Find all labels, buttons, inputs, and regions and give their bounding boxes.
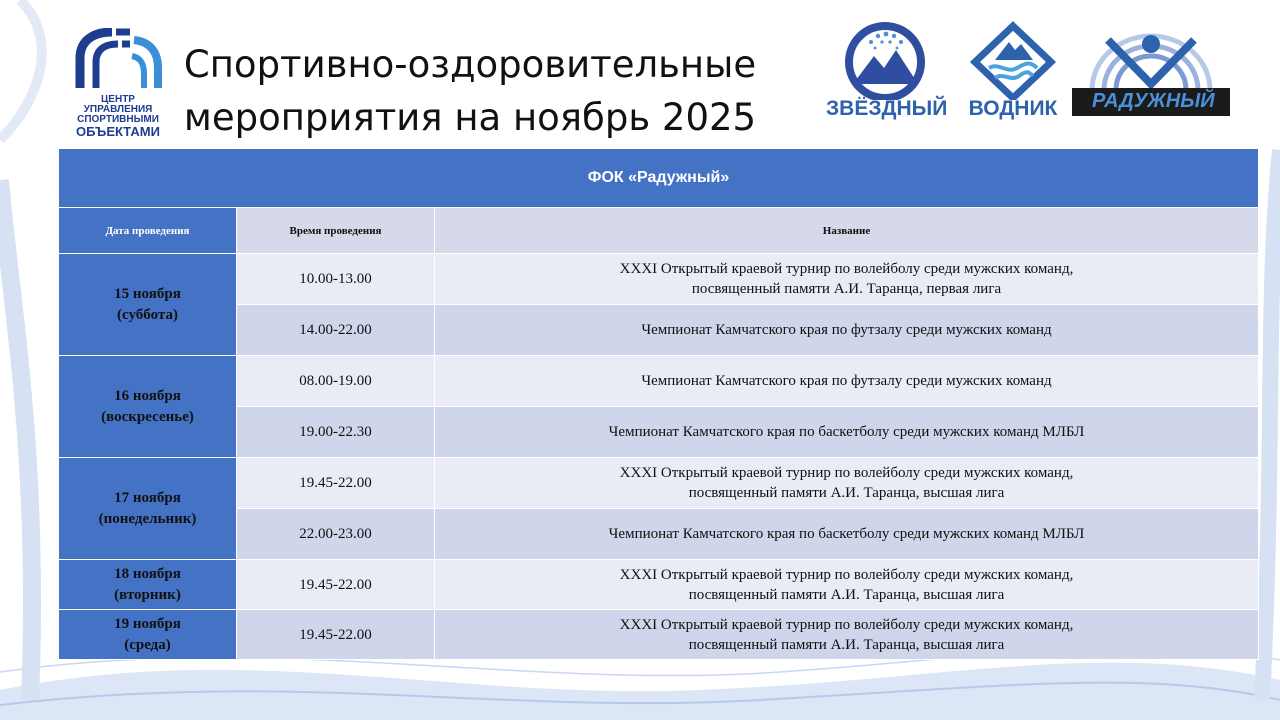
date-cell xyxy=(59,254,237,356)
date-cell xyxy=(59,560,237,610)
weekday-label: (вторник) xyxy=(114,586,181,603)
weekday-label: (понедельник) xyxy=(98,510,197,527)
time-cell: 22.00-23.00 xyxy=(237,509,435,560)
time-cell: 19.45-22.00 xyxy=(237,560,435,610)
column-header-time: Время проведения xyxy=(237,208,435,254)
date-cell xyxy=(59,356,237,458)
table-row xyxy=(59,458,1259,509)
table-row xyxy=(59,509,1259,560)
event-name-line1: XXXI Открытый краевой турнир по волейболу среди мужских команд, xyxy=(619,566,1074,583)
event-name-cell: Чемпионат Камчатского края по баскетболу среди мужских команд МЛБЛ xyxy=(435,407,1259,458)
date-label: 16 ноября xyxy=(114,387,181,404)
event-name-line2: посвященный памяти А.И. Таранца, высшая лига xyxy=(688,586,1005,603)
vodnik-label: ВОДНИК xyxy=(968,97,1058,120)
column-header-date: Дата проведения xyxy=(59,208,237,254)
raduzhny-label: РАДУЖНЫЙ xyxy=(1092,90,1215,112)
time-cell: 19.00-22.30 xyxy=(237,407,435,458)
event-name-cell xyxy=(435,560,1259,610)
event-name-cell xyxy=(435,458,1259,509)
weekday-label: (среда) xyxy=(124,636,171,653)
table-row xyxy=(59,610,1259,660)
event-name-line2: посвященный памяти А.И. Таранца, высшая лига xyxy=(688,636,1005,653)
time-cell: 19.45-22.00 xyxy=(237,458,435,509)
center-logo-line2: СПОРТИВНЫМИ xyxy=(77,114,159,125)
event-name-cell xyxy=(435,254,1259,305)
mountain-stars-icon xyxy=(826,20,944,100)
event-name-line1: XXXI Открытый краевой турнир по волейболу среди мужских команд, xyxy=(619,465,1074,481)
event-name-cell: Чемпионат Камчатского края по футзалу среди мужских команд xyxy=(435,356,1259,407)
date-label: 19 ноября xyxy=(114,615,181,632)
event-name-line2: посвященный памяти А.И. Таранца, первая лига xyxy=(691,281,1002,297)
weekday-label: (суббота) xyxy=(117,306,178,323)
event-name-line1: XXXI Открытый краевой турнир по волейболу среди мужских команд, xyxy=(619,261,1074,277)
center-logo-line3: ОБЪЕКТАМИ xyxy=(76,124,160,139)
schedule-table xyxy=(58,148,1258,671)
venue-header: ФОК «Радужный» xyxy=(59,149,1259,208)
table-row xyxy=(59,407,1259,458)
center-logo-line1: ЦЕНТР УПРАВЛЕНИЯ xyxy=(83,94,153,115)
vodnik-logo xyxy=(965,20,1061,125)
event-name-line2: посвященный памяти А.И. Таранца, высшая лига xyxy=(688,485,1005,501)
zvezdny-label: ЗВЁЗДНЫЙ xyxy=(826,97,948,120)
raduzhny-logo xyxy=(1072,30,1230,120)
page-title-line1: Спортивно-оздоровительные xyxy=(183,43,757,86)
time-cell: 10.00-13.00 xyxy=(237,254,435,305)
date-cell xyxy=(59,458,237,560)
zvezdny-logo xyxy=(826,20,948,125)
table-row xyxy=(59,254,1259,305)
rainbow-arch-icon xyxy=(1072,30,1230,90)
weekday-label: (воскресенье) xyxy=(101,408,194,425)
time-cell: 19.45-22.00 xyxy=(237,610,435,660)
table-row xyxy=(59,305,1259,356)
table-row xyxy=(59,356,1259,407)
event-name-line1: XXXI Открытый краевой турнир по волейболу среди мужских команд, xyxy=(619,616,1074,633)
page-title-line2: мероприятия на ноябрь 2025 xyxy=(183,96,757,139)
date-cell xyxy=(59,610,237,660)
time-cell: 14.00-22.00 xyxy=(237,305,435,356)
date-label: 15 ноября xyxy=(114,285,181,302)
event-name-cell: Чемпионат Камчатского края по баскетболу среди мужских команд МЛБЛ xyxy=(435,509,1259,560)
date-label: 17 ноября xyxy=(114,489,181,506)
event-name-cell: Чемпионат Камчатского края по футзалу среди мужских команд xyxy=(435,305,1259,356)
table-row xyxy=(59,560,1259,610)
event-name-cell xyxy=(435,610,1259,660)
column-header-name: Название xyxy=(435,208,1259,254)
water-mountain-icon xyxy=(965,20,1061,100)
time-cell: 08.00-19.00 xyxy=(237,356,435,407)
date-label: 18 ноября xyxy=(114,565,181,582)
